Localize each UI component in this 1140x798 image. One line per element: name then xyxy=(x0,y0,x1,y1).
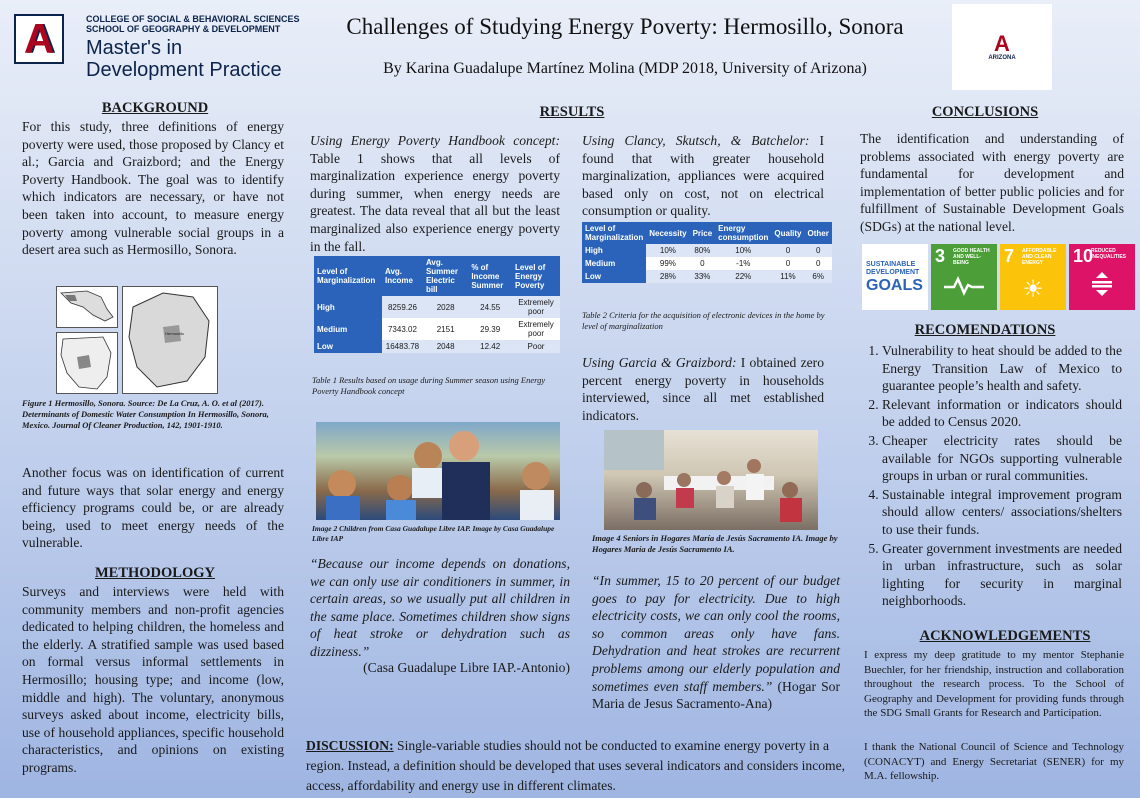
table2-cell: 10% xyxy=(646,244,689,257)
table1-header: Avg. Summer Electric bill xyxy=(423,256,468,296)
methodology-heading: METHODOLOGY xyxy=(94,565,216,581)
background-text2: Another focus was on identification of current and future ways that solar energy and energy efficiency programs could be, or are already being, used to meet energy needs of the vulnerable. xyxy=(22,465,284,551)
table1 xyxy=(314,256,560,353)
children-photo xyxy=(316,422,560,520)
table2-header: Other xyxy=(805,222,832,244)
table2-cell: 0 xyxy=(805,257,832,270)
garcia-paragraph xyxy=(582,354,824,424)
table2-cell: Medium xyxy=(582,257,646,270)
clancy-paragraph xyxy=(582,132,824,220)
sun-icon: ☀ xyxy=(1022,276,1044,303)
table1-cell: 29.39 xyxy=(468,318,512,340)
table2-cell: 22% xyxy=(715,270,771,283)
list-item: 1. Vulnerability to heat should be added to the Energy Transition Law of Mexico to guarantee people’s health and safety. xyxy=(882,342,1122,395)
table1-cell: 24.55 xyxy=(468,296,512,318)
quote1-source: (Casa Guadalupe Libre IAP.-Antonio) xyxy=(363,660,570,675)
sdg-row xyxy=(862,244,1135,310)
garcia-text: I obtained zero percent energy poverty in households interviewed, since all met established indicators. xyxy=(582,355,824,423)
table2-cell: 0 xyxy=(690,257,716,270)
clancy-text: I found that with greater household marginalization, appliances were acquired based only on cost, not on electrical consumption or quality. xyxy=(582,133,824,219)
table2-cell: -1% xyxy=(715,257,771,270)
mexico-map xyxy=(56,286,118,328)
acknowledgements-text2: I thank the National Council of Science and Technology (CONACYT) and Energy Secretariat (SENER) for my M.A. fellowship. xyxy=(864,741,1124,783)
quote2-paragraph xyxy=(592,572,840,713)
recommendations-list xyxy=(860,342,1122,611)
table-row xyxy=(314,318,560,340)
sdg-main-line2: GOALS xyxy=(866,276,923,294)
table1-cell: Medium xyxy=(314,318,382,340)
table2-cell: 11% xyxy=(771,270,804,283)
heartbeat-icon xyxy=(931,275,997,304)
table2-cell: 6% xyxy=(805,270,832,283)
program-line2: Development Practice xyxy=(86,59,282,81)
table2-header: Necessity xyxy=(646,222,689,244)
table2-header: Level of Marginalization xyxy=(582,222,646,244)
table-row xyxy=(582,257,832,270)
college-block xyxy=(86,14,306,81)
quote2-source: (Hogar Sor Maria de Jesus Sacramento-Ana) xyxy=(592,678,840,712)
conclusions-text: The identification and understanding of problems associated with energy poverty are fundamental for development and implementation of better public policies and for fulfillment of Sustainable Development Goals (SDGs) at the national level. xyxy=(860,131,1124,234)
table1-cell: 12.42 xyxy=(468,340,512,353)
table2-cell: 80% xyxy=(690,244,716,257)
sdg-goal-3: 3 GOOD HEALTH AND WELL-BEING xyxy=(931,244,997,310)
table-row xyxy=(582,270,832,283)
table2-cell: 0 xyxy=(771,257,804,270)
table1-cell: Extremely poor xyxy=(512,296,560,318)
table-row xyxy=(314,296,560,318)
table1-header: Avg. Income xyxy=(382,256,423,296)
table2-header-row xyxy=(582,222,832,244)
table1-cell: 2028 xyxy=(423,296,468,318)
table2-cell: 28% xyxy=(646,270,689,283)
ua-logo: A xyxy=(14,14,64,64)
acknowledgements-heading: ACKNOWLEDGEMENTS xyxy=(919,628,1091,644)
image4-caption: Image 4 Seniors in Hogares María de Jesús Sacramento IA. Image by Hogares María de Jesús Sacramento IA. xyxy=(592,533,838,554)
college-line1: COLLEGE OF SOCIAL & BEHAVIORAL SCIENCES xyxy=(86,14,300,24)
table2-header: Energy consumption xyxy=(715,222,771,244)
conclusions-heading: CONCLUSIONS xyxy=(931,104,1039,120)
list-item: 4. Sustainable integral improvement program should allow centers/ associations/shelters to use their funds. xyxy=(882,486,1122,539)
results-heading: RESULTS xyxy=(539,104,605,120)
arizona-logo xyxy=(952,4,1052,90)
quote2: “In summer, 15 to 20 percent of our budget goes to pay for electricity. Due to high electricity costs, we can only cool the rooms, so common areas only have fans. Dehydration and heat strokes are recurrent problems among our elderly population and sometimes even staff members.” xyxy=(592,573,840,694)
table1-cell: 2151 xyxy=(423,318,468,340)
table1-cell: Poor xyxy=(512,340,560,353)
table2-cell: High xyxy=(582,244,646,257)
table2-header: Quality xyxy=(771,222,804,244)
sdg-main-line1: SUSTAINABLE DEVELOPMENT xyxy=(866,260,920,276)
image2-caption: Image 2 Children from Casa Guadalupe Libre IAP. Image by Casa Guadalupe Libre IAP xyxy=(312,524,555,543)
table2-cell: 0 xyxy=(805,244,832,257)
table1-cell: High xyxy=(314,296,382,318)
background-text: For this study, three definitions of energy poverty were used, those proposed by Clancy et al.; Garcia and Graizbord; and the Energy Poverty Handbook. The goal was to identify which indicators are necessary, or have not been taken into account, to measure energy poverty among vulnerable social groups in a desert area such as Hermosillo, Sonora. xyxy=(22,119,284,258)
table1-header: Level of Energy Poverty xyxy=(512,256,560,296)
table2-cell: 99% xyxy=(646,257,689,270)
background-heading: BACKGROUND xyxy=(101,100,209,116)
table2 xyxy=(582,222,832,283)
equality-icon xyxy=(1069,271,1135,304)
list-item: 5. Greater government investments are needed in urban infrastructure, such as solar lighting for security in marginal neighborhoods. xyxy=(882,540,1122,610)
list-item: 3. Cheaper electricity rates should be available for NGOs supporting vulnerable groups in urban or rural communities. xyxy=(882,432,1122,485)
recommendations-heading: RECOMENDATIONS xyxy=(914,322,1056,338)
garcia-intro: Using Garcia & Graizbord: xyxy=(582,355,737,370)
arizona-logo-label: ARIZONA xyxy=(988,55,1016,61)
hermosillo-map xyxy=(122,286,218,394)
sdg-goal-10: 10 REDUCED INEQUALITIES xyxy=(1069,244,1135,310)
table1-cell: 8259.26 xyxy=(382,296,423,318)
table2-cell: 0 xyxy=(771,244,804,257)
table1-header: % of Income Summer xyxy=(468,256,512,296)
handbook-paragraph xyxy=(310,132,560,255)
table1-header-row xyxy=(314,256,560,296)
table1-cell: Extremely poor xyxy=(512,318,560,340)
clancy-intro: Using Clancy, Skutsch, & Batchelor: xyxy=(582,133,810,148)
table1-caption: Table 1 Results based on usage during Summer season using Energy Poverty Handbook concept xyxy=(312,375,546,396)
handbook-text: Table 1 shows that all levels of marginalization experience energy poverty during summer, when energy needs are greatest. The data reveal that all but the least marginalized also experience energy poverty in the fall. xyxy=(310,150,560,254)
sdg-goal-7: 7 AFFORDABLE AND CLEAN ENERGY ☀ xyxy=(1000,244,1066,310)
table1-cell: 2048 xyxy=(423,340,468,353)
table2-caption: Table 2 Criteria for the acquisition of electronic devices in the home by level of marginalization xyxy=(582,310,825,331)
poster-byline: By Karina Guadalupe Martínez Molina (MDP 2018, University of Arizona) xyxy=(383,60,867,77)
list-item: 2. Relevant information or indicators should be added to Census 2020. xyxy=(882,396,1122,431)
seniors-photo xyxy=(604,430,818,530)
discussion-text: Single-variable studies should not be conducted to examine energy poverty in a region. Instead, a definition should be developed that uses several indicators and considers income, access, affordability and energy use in different climates. xyxy=(306,738,846,793)
sonora-map xyxy=(56,332,118,394)
program-line1: Master's in xyxy=(86,37,183,59)
table2-cell: Low xyxy=(582,270,646,283)
handbook-intro: Using Energy Poverty Handbook concept: xyxy=(310,133,560,148)
quote1: “Because our income depends on donations, we can only use air conditioners in summer, in certain areas, so we usually put all children in the same place. Sometimes children show signs of heat stroke or dehydration such as dizziness.” xyxy=(310,556,570,659)
poster-title: Challenges of Studying Energy Poverty: Hermosillo, Sonora xyxy=(346,14,904,39)
hermosillo-map-label: Hermosillo xyxy=(165,331,184,336)
table2-cell: 33% xyxy=(690,270,716,283)
table2-cell: 10% xyxy=(715,244,771,257)
table2-header: Price xyxy=(690,222,716,244)
discussion-paragraph xyxy=(306,736,846,796)
table-row xyxy=(582,244,832,257)
college-line2: SCHOOL OF GEOGRAPHY & DEVELOPMENT xyxy=(86,24,281,34)
acknowledgements-text1: I express my deep gratitude to my mentor Stephanie Buechler, for her friendship, instruction and collaboration throughout the research process. To the School of Geography and Development for providing funds through the SDG Small Grants for Research and Participation. xyxy=(864,649,1124,720)
sdg-logo xyxy=(862,244,928,310)
arizona-logo-letter: A xyxy=(994,31,1010,56)
discussion-label: DISCUSSION: xyxy=(306,738,394,753)
table1-cell: 7343.02 xyxy=(382,318,423,340)
table1-cell: 16483.78 xyxy=(382,340,423,353)
figure1-caption: Figure 1 Hermosillo, Sonora. Source: De La Cruz, A. O. et al (2017). Determinants of Domestic Water Consumption In Hermosillo, Sonora, Mexico. Journal Of Cleaner Production, 142, 1901-1910. xyxy=(22,398,269,430)
table1-cell: Low xyxy=(314,340,382,353)
table-row xyxy=(314,340,560,353)
table1-header: Level of Marginalization xyxy=(314,256,382,296)
methodology-text: Surveys and interviews were held with community members and non-profit agencies dedicated to helping children, the homeless and the elderly. A stratified sample was used based on formal versus informal settlements in Hermosillo; housing type; and income (low, middle and high). The voluntary, anonymous surveys asked about income, electricity bills, use of household appliances, specific household characteristics, and opinions on existing programs. xyxy=(22,584,284,775)
